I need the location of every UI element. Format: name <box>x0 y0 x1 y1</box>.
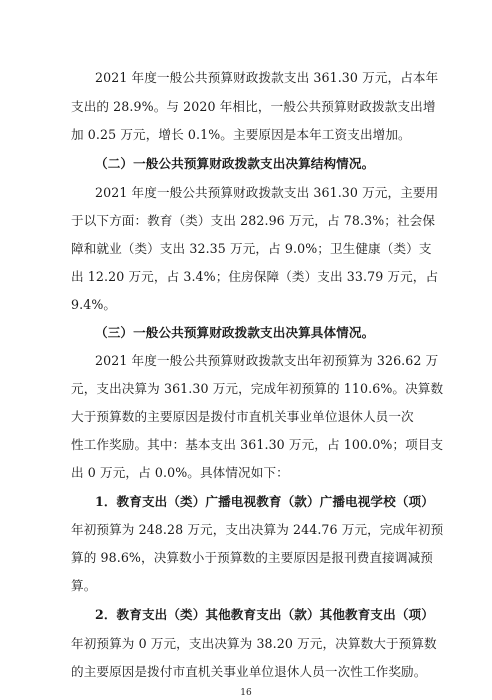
paragraph-2-line-2: 于以下方面：教育（类）支出 282.96 万元，占 78.3%；社会保 <box>71 213 436 228</box>
paragraph-1-line-3: 加 0.25 万元，增长 0.1%。主要原因是本年工资支出增加。 <box>71 127 411 142</box>
section-heading-2: （二）一般公共预算财政拨款支出决算结构情况。 <box>95 156 375 171</box>
paragraph-3-line-4: 性工作奖励。其中：基本支出 361.30 万元，占 100.0%；项目支 <box>71 437 444 452</box>
section-heading-3: （三）一般公共预算财政拨款支出决算具体情况。 <box>95 325 375 340</box>
item-1-line-3: 算。 <box>71 578 97 593</box>
paragraph-2-line-1: 2021 年度一般公共预算财政拨款支出 361.30 万元，主要用 <box>95 185 439 200</box>
paragraph-1-line-2: 支出的 28.9%。与 2020 年相比，一般公共预算财政拨款支出增 <box>71 99 436 114</box>
item-1-heading: 1．教育支出（类）广播电视教育（款）广播电视学校（项） <box>95 494 434 509</box>
item-2-line-2: 的主要原因是拨付市直机关事业单位退休人员一次性工作奖励。 <box>71 664 427 679</box>
paragraph-2-line-3: 障和就业（类）支出 32.35 万元，占 9.0%；卫生健康（类）支 <box>71 241 432 256</box>
item-2-heading: 2．教育支出（类）其他教育支出（款）其他教育支出（项） <box>95 607 434 622</box>
paragraph-3-line-1: 2021 年度一般公共预算财政拨款支出年初预算为 326.62 万 <box>95 353 439 368</box>
item-1-line-1: 年初预算为 248.28 万元，支出决算为 244.76 万元，完成年初预 <box>71 522 444 537</box>
paragraph-2-line-5: 9.4%。 <box>71 297 117 312</box>
item-1-line-2: 算的 98.6%，决算数小于预算数的主要原因是报刊费直接调减预 <box>71 550 433 565</box>
paragraph-3-line-2: 元，支出决算为 361.30 万元，完成年初预算的 110.6%。决算数 <box>71 381 444 396</box>
item-2-line-1: 年初预算为 0 万元，支出决算为 38.20 万元，决算数大于预算数 <box>71 636 437 651</box>
paragraph-3-line-5: 出 0 万元，占 0.0%。具体情况如下： <box>71 465 289 480</box>
paragraph-3-line-3: 大于预算数的主要原因是拨付市直机关事业单位退休人员一次 <box>71 409 414 424</box>
paragraph-1-line-1: 2021 年度一般公共预算财政拨款支出 361.30 万元，占本年 <box>95 70 439 85</box>
page-number: 16 <box>240 688 252 698</box>
paragraph-2-line-4: 出 12.20 万元，占 3.4%；住房保障（类）支出 33.79 万元，占 <box>71 269 439 284</box>
